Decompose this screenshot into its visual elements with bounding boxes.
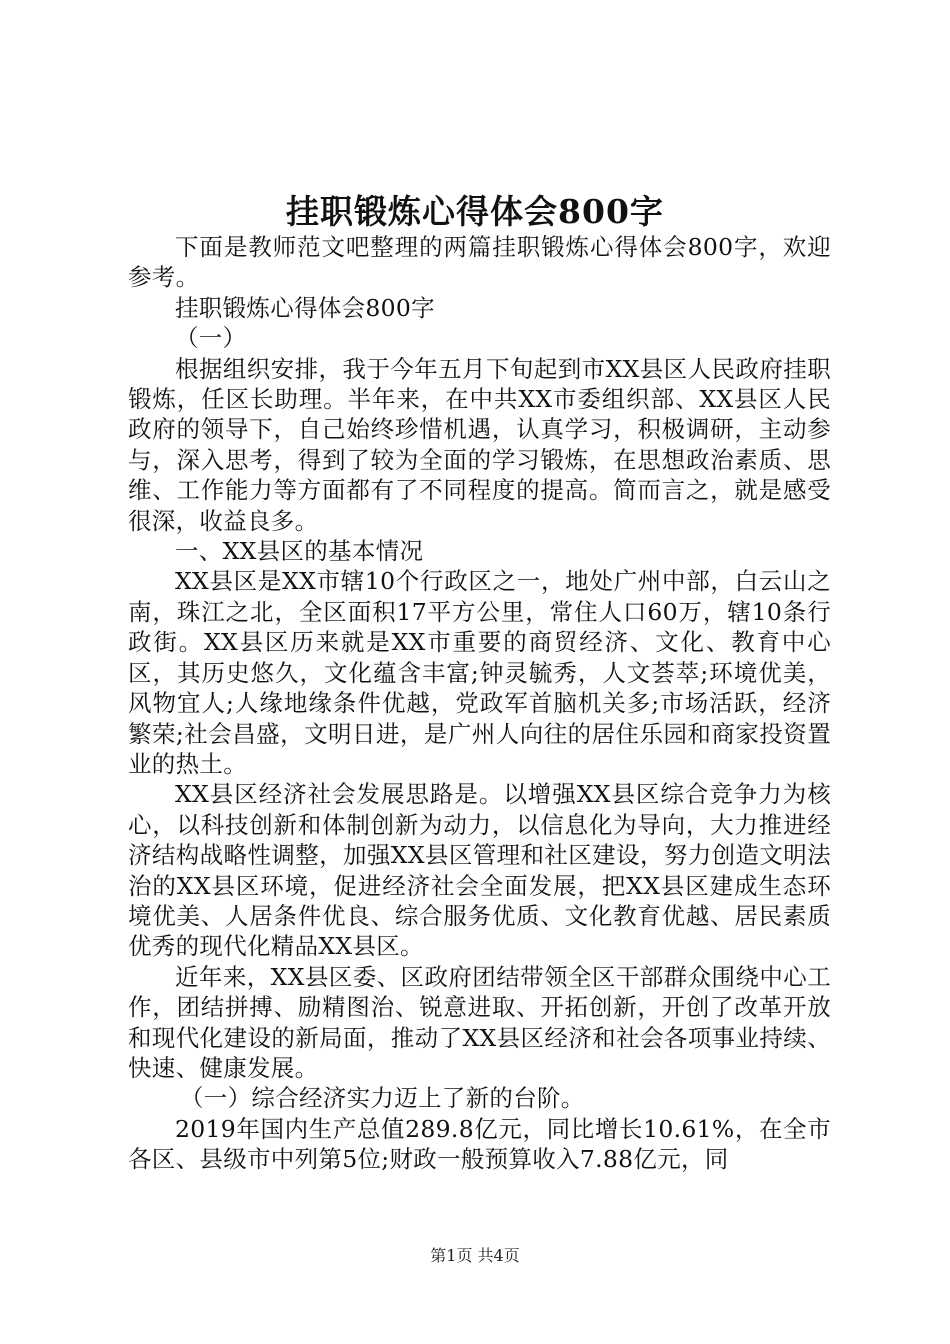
body-paragraph: 根据组织安排，我于今年五月下旬起到市XX县区人民政府挂职锻炼，任区长助理。半年来，在中共XX市委组织部、XX县区人民政府的领导下，自己始终珍惜机遇，认真学习，积极调研，主动参与，深入思考，得到了较为全面的学习锻炼，在思想政治素质、思维、工作能力等方面都有了不同程度的提高。简而言之，就是感受很深，收益良多。 — [128, 354, 831, 535]
page-footer: 第1页 共4页 — [430, 1246, 520, 1265]
document-title: 挂职锻炼心得体会800字 — [286, 192, 664, 231]
intro-paragraph: 下面是教师范文吧整理的两篇挂职锻炼心得体会800字，欢迎参考。 — [128, 233, 831, 292]
body-paragraph: XX县区是XX市辖10个行政区之一，地处广州中部，白云山之南，珠江之北，全区面积17平方公里，常住人口60万，辖10条行政街。XX县区历来就是XX市重要的商贸经济、文化、教育中心区，其历史悠久，文化蕴含丰富;钟灵毓秀，人文荟萃;环境优美，风物宜人;人缘地缘条件优越，党政军首脑机关多;市场活跃，经济繁荣;社会昌盛，文明日进，是广州人向往的居住乐园和商家投资置业的热土。 — [128, 567, 831, 778]
subsection-heading: 一、XX县区的基本情况 — [175, 537, 424, 566]
body-paragraph: XX县区经济社会发展思路是。以增强XX县区综合竞争力为核心，以科技创新和体制创新为动力，以信息化为导向，大力推进经济结构战略性调整，加强XX县区管理和社区建设，努力创造文明法治的XX县区环境，促进经济社会全面发展，把XX县区建成生态环境优美、人居条件优良、综合服务优质、文化教育优越、居民素质优秀的现代化精品XX县区。 — [128, 780, 831, 961]
body-paragraph: 近年来，XX县区委、区政府团结带领全区干部群众围绕中心工作，团结拼搏、励精图治、锐意进取、开拓创新，开创了改革开放和现代化建设的新局面，推动了XX县区经济和社会各项事业持续、快速、健康发展。 — [128, 962, 831, 1082]
section-heading: 挂职锻炼心得体会800字 — [175, 293, 435, 322]
subsection-heading: （一）综合经济实力迈上了新的台阶。 — [180, 1084, 585, 1113]
part-number: （一） — [175, 324, 247, 353]
document-body — [128, 232, 831, 1175]
body-paragraph: 2019年国内生产总值289.8亿元，同比增长10.61%，在全市各区、县级市中列第5位;财政一般预算收入7.88亿元，同 — [128, 1114, 831, 1174]
